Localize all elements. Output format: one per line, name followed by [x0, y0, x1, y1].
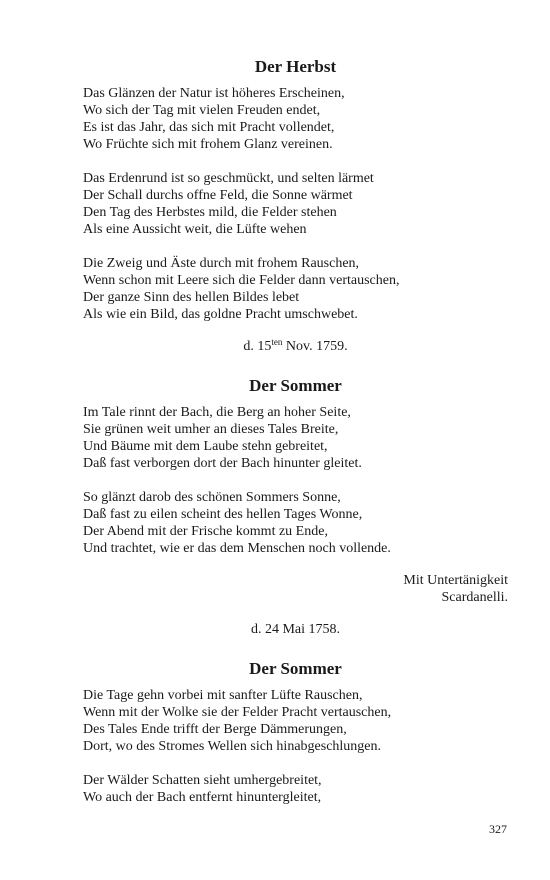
- verse-line: Den Tag des Herbstes mild, die Felder stehen: [83, 205, 337, 220]
- signature-line: Mit Untertänigkeit: [403, 573, 508, 588]
- stanza: [83, 404, 508, 472]
- verse-line: Als eine Aussicht weit, die Lüfte wehen: [83, 222, 307, 237]
- verse-line: Als wie ein Bild, das goldne Pracht umschwebet.: [83, 307, 358, 322]
- verse-line: So glänzt darob des schönen Sommers Sonne,: [83, 490, 341, 505]
- page-content: [83, 56, 508, 806]
- poem-title: Der Sommer: [249, 659, 342, 678]
- verse-line: Der ganze Sinn des hellen Bildes lebet: [83, 290, 300, 305]
- poem-title: Der Sommer: [249, 376, 342, 395]
- verse-line: Das Erdenrund ist so geschmückt, und selten lärmet: [83, 171, 374, 186]
- verse-line: Die Tage gehn vorbei mit sanfter Lüfte Rauschen,: [83, 688, 363, 703]
- verse-line: Wo Früchte sich mit frohem Glanz vereinen.: [83, 137, 333, 152]
- stanza: [83, 687, 508, 755]
- stanza: [83, 772, 508, 806]
- verse-line: Sie grünen weit umher an dieses Tales Breite,: [83, 422, 339, 437]
- verse-line: Und trachtet, wie er das dem Menschen noch vollende.: [83, 541, 391, 556]
- verse-line: Wo auch der Bach entfernt hinuntergleitet,: [83, 790, 322, 805]
- verse-line: Der Wälder Schatten sieht umhergebreitet,: [83, 773, 322, 788]
- stanza: [83, 85, 508, 153]
- verse-line: Daß fast zu eilen scheint des hellen Tages Wonne,: [83, 507, 363, 522]
- verse-line: Das Glänzen der Natur ist höheres Erscheinen,: [83, 86, 345, 101]
- date-suffix: Nov. 1759.: [282, 339, 348, 354]
- verse-line: Wenn mit der Wolke sie der Felder Pracht vertauschen,: [83, 705, 392, 720]
- verse-line: Daß fast verborgen dort der Bach hinunter gleitet.: [83, 456, 362, 471]
- poem-der-herbst: [83, 56, 508, 355]
- stanza: [83, 255, 508, 323]
- poem-date: [83, 338, 508, 355]
- verse-line: Es ist das Jahr, das sich mit Pracht vollendet,: [83, 120, 335, 135]
- signature: [83, 572, 508, 606]
- verse-line: Und Bäume mit dem Laube stehn gebreitet,: [83, 439, 328, 454]
- verse-line: Der Abend mit der Frische kommt zu Ende,: [83, 524, 328, 539]
- date-superscript: ten: [271, 337, 283, 347]
- verse-line: Die Zweig und Äste durch mit frohem Rauschen,: [83, 256, 360, 271]
- poem-der-sommer-2: [83, 658, 508, 806]
- poem-der-sommer-1: [83, 375, 508, 638]
- verse-line: Im Tale rinnt der Bach, die Berg an hoher Seite,: [83, 405, 351, 420]
- page-number: 327: [489, 822, 507, 836]
- signature-name: Scardanelli.: [441, 590, 508, 605]
- date-prefix: d. 15: [243, 339, 272, 354]
- verse-line: Wo sich der Tag mit vielen Freuden endet,: [83, 103, 321, 118]
- verse-line: Der Schall durchs offne Feld, die Sonne wärmet: [83, 188, 353, 203]
- poem-title: Der Herbst: [254, 57, 337, 76]
- stanza: [83, 489, 508, 557]
- stanza: [83, 170, 508, 238]
- verse-line: Wenn schon mit Leere sich die Felder dann vertauschen,: [83, 273, 400, 288]
- poem-date: d. 24 Mai 1758.: [250, 622, 341, 637]
- verse-line: Des Tales Ende trifft der Berge Dämmerungen,: [83, 722, 347, 737]
- verse-line: Dort, wo des Stromes Wellen sich hinabgeschlungen.: [83, 739, 382, 754]
